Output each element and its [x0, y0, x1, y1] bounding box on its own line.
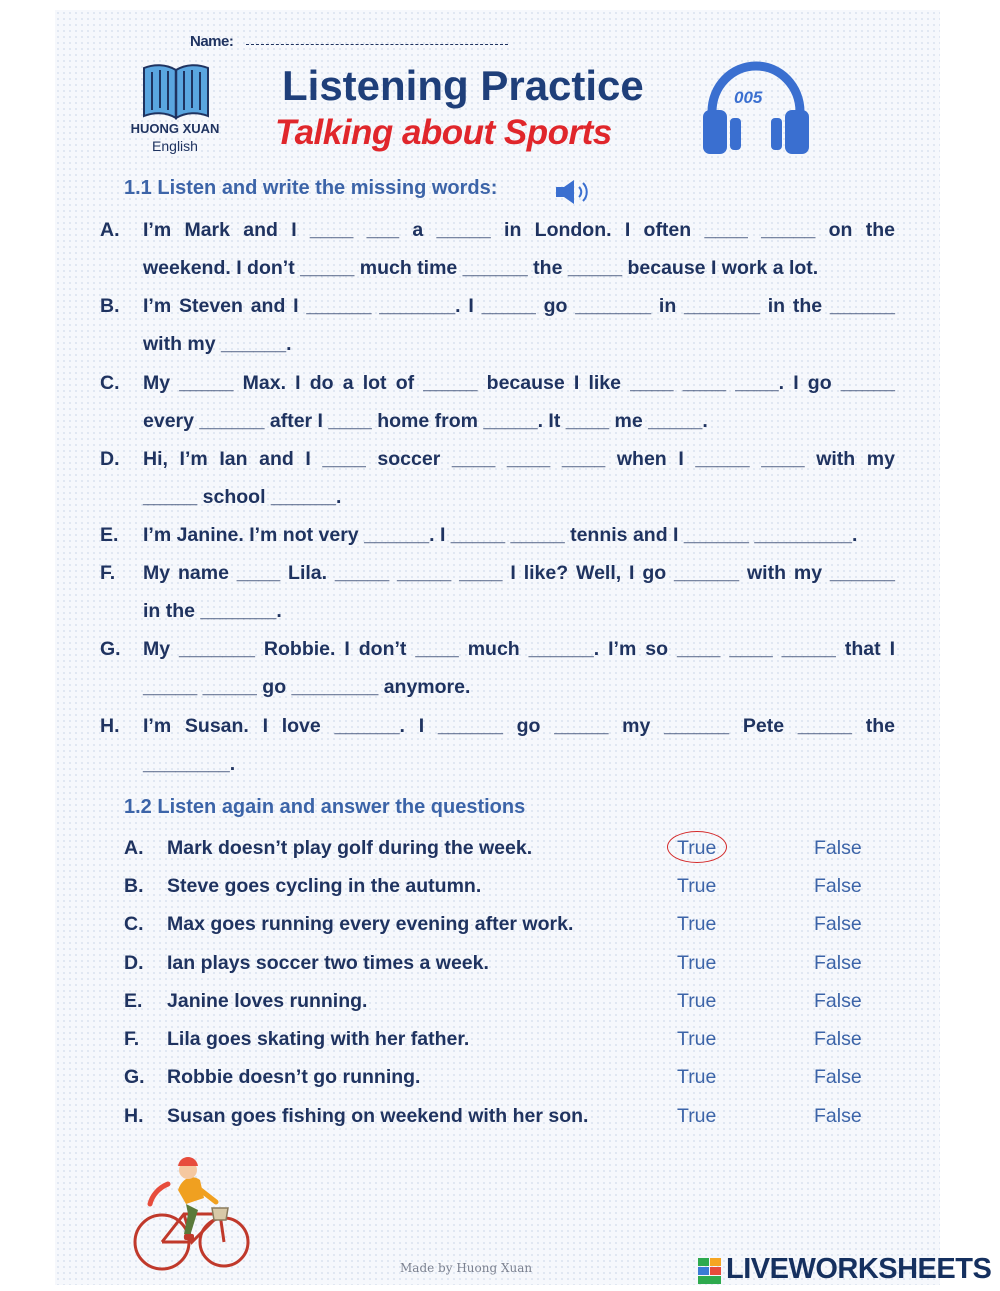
true-option[interactable]: [677, 837, 716, 860]
item-text-line[interactable]: in the _______.: [143, 600, 282, 622]
question-row-e: [124, 990, 884, 1020]
question-text: Susan goes fishing on weekend with her son.: [167, 1105, 589, 1127]
item-text-line[interactable]: I’m Mark and I ____ ___ a _____ in London. I often ____ _____ on the: [143, 219, 895, 241]
false-option[interactable]: False: [814, 990, 862, 1012]
item-letter: B.: [100, 295, 120, 317]
question-row-d: [124, 952, 884, 982]
question-text: Lila goes skating with her father.: [167, 1028, 470, 1050]
item-text-line[interactable]: I’m Susan. I love ______. I ______ go _____ my ______ Pete _____ the: [143, 715, 895, 737]
true-label: True: [677, 837, 717, 859]
true-option[interactable]: True: [677, 1028, 717, 1050]
true-option[interactable]: True: [677, 990, 717, 1012]
question-letter: E.: [124, 990, 143, 1012]
true-option[interactable]: True: [677, 913, 717, 935]
question-letter: B.: [124, 875, 144, 897]
item-text-line[interactable]: _____ _____ go ________ anymore.: [143, 676, 471, 698]
question-text: Steve goes cycling in the autumn.: [167, 875, 482, 897]
question-row-f: [124, 1028, 884, 1058]
cyclist-illustration-icon: [128, 1148, 254, 1276]
logo-text-line2: English: [152, 138, 198, 154]
book-logo-icon: [140, 62, 212, 124]
item-text-line[interactable]: I’m Steven and I ______ _______. I _____ go _______ in _______ in the ______: [143, 295, 895, 317]
question-row-c: [124, 913, 884, 943]
item-letter: G.: [100, 638, 121, 660]
item-text-line[interactable]: with my ______.: [143, 333, 292, 355]
item-text-line[interactable]: _____ school ______.: [143, 486, 342, 508]
question-letter: H.: [124, 1105, 144, 1127]
false-option[interactable]: False: [814, 1028, 862, 1050]
item-letter: A.: [100, 219, 120, 241]
section1-title: 1.1 Listen and write the missing words:: [124, 177, 498, 199]
question-text: Ian plays soccer two times a week.: [167, 952, 489, 974]
liveworksheets-brand: LIVEWORKSHEETS: [726, 1253, 992, 1285]
question-row-g: [124, 1066, 884, 1096]
true-option[interactable]: True: [677, 1105, 717, 1127]
question-row-a: [124, 837, 884, 867]
question-letter: D.: [124, 952, 144, 974]
item-letter: F.: [100, 562, 116, 584]
headphones-icon: [700, 58, 812, 158]
liveworksheets-logo: [698, 1254, 996, 1286]
page-subtitle: Talking about Sports: [275, 113, 612, 152]
question-text: Mark doesn’t play golf during the week.: [167, 837, 533, 859]
footer-credit: Made by Huong Xuan: [400, 1261, 533, 1275]
selected-answer-circle: [667, 831, 727, 863]
question-letter: G.: [124, 1066, 145, 1088]
question-letter: A.: [124, 837, 144, 859]
question-text: Max goes running every evening after work.: [167, 913, 574, 935]
false-option[interactable]: False: [814, 1105, 862, 1127]
name-label: Name:: [190, 33, 234, 50]
false-option[interactable]: False: [814, 875, 862, 897]
false-option[interactable]: False: [814, 1066, 862, 1088]
item-letter: E.: [100, 524, 119, 546]
question-row-b: [124, 875, 884, 905]
question-letter: F.: [124, 1028, 140, 1050]
true-option[interactable]: True: [677, 952, 717, 974]
true-option[interactable]: True: [677, 875, 717, 897]
item-letter: H.: [100, 715, 120, 737]
item-letter: D.: [100, 448, 120, 470]
question-letter: C.: [124, 913, 144, 935]
item-text-line[interactable]: every ______ after I ____ home from _____. It ____ me _____.: [143, 410, 708, 432]
badge-number: 005: [734, 88, 763, 107]
false-option[interactable]: False: [814, 837, 862, 859]
false-option[interactable]: False: [814, 913, 862, 935]
item-text-line[interactable]: weekend. I don’t _____ much time ______ the _____ because I work a lot.: [143, 257, 819, 279]
liveworksheets-logo-icon: [698, 1258, 722, 1284]
item-text-line[interactable]: My _____ Max. I do a lot of _____ because I like ____ ____ ____. I go _____: [143, 372, 895, 394]
true-option[interactable]: True: [677, 1066, 717, 1088]
question-text: Robbie doesn’t go running.: [167, 1066, 421, 1088]
false-option[interactable]: False: [814, 952, 862, 974]
question-text: Janine loves running.: [167, 990, 368, 1012]
name-input-line[interactable]: [246, 44, 508, 45]
item-text-line[interactable]: My name ____ Lila. _____ _____ ____ I like? Well, I go ______ with my ______: [143, 562, 895, 584]
item-letter: C.: [100, 372, 120, 394]
question-row-h: [124, 1105, 884, 1135]
item-text-line[interactable]: Hi, I’m Ian and I ____ soccer ____ ____ ____ when I _____ ____ with my: [143, 448, 895, 470]
item-text-line[interactable]: My _______ Robbie. I don’t ____ much ______. I’m so ____ ____ _____ that I: [143, 638, 895, 660]
item-text-line[interactable]: I’m Janine. I’m not very ______. I _____ _____ tennis and I ______ _________.: [143, 524, 858, 546]
section2-title: 1.2 Listen again and answer the questions: [124, 796, 526, 818]
page-title: Listening Practice: [282, 62, 644, 109]
item-text-line[interactable]: ________.: [143, 753, 236, 775]
logo-text-line1: HUONG XUAN: [130, 121, 220, 136]
speaker-icon[interactable]: [554, 178, 592, 206]
